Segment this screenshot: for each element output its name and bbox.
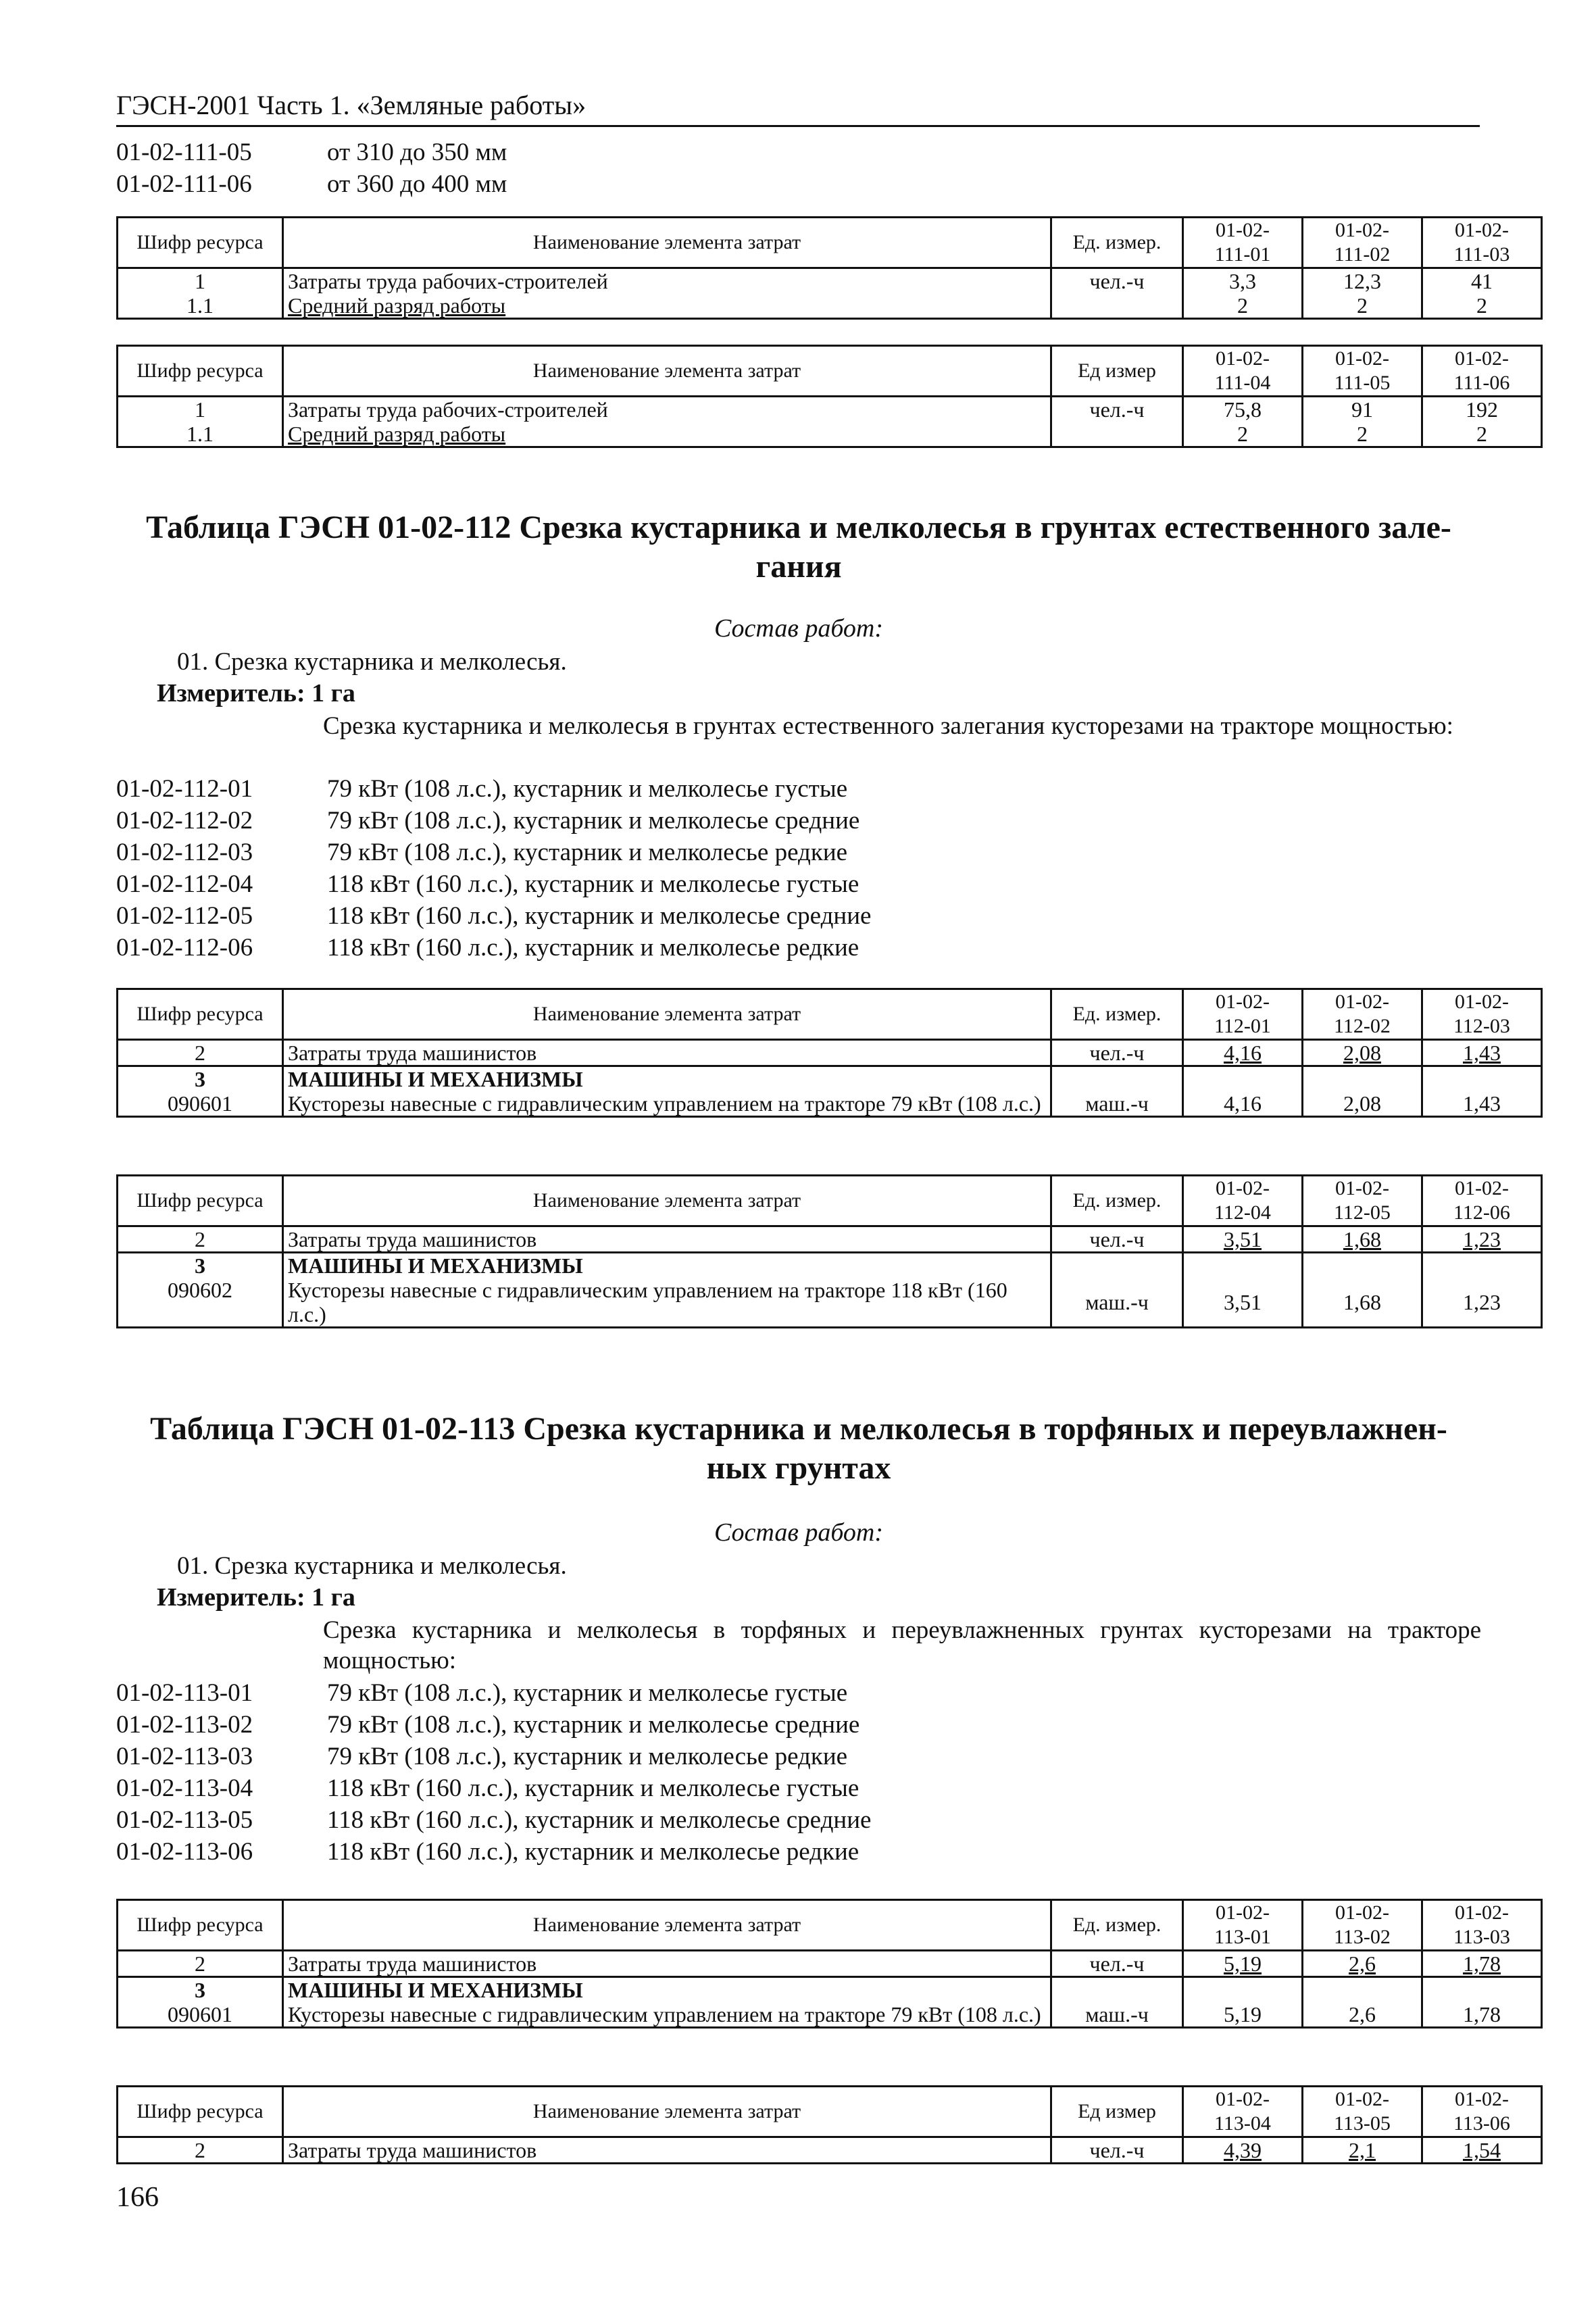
code-number: 01-02-111-06 [116,170,252,198]
table-header-row [118,218,1542,268]
code-number: 01-02-111-05 [116,139,252,166]
table-row: 1.1 Средний разряд работы 2 2 2 [118,422,1542,447]
page-number: 166 [116,2182,159,2213]
table-112-b [116,1174,1510,1328]
code-line [116,136,1481,168]
top-code-list [116,136,1481,200]
table-row: 090601 Кусторезы навесные с гидравлическим управлением на тракторе 79 кВт (108 л.с.) маш.-ч 5,19 2,6 1,78 [118,2002,1542,2028]
table-header-row: Шифр ресурса Наименование элемента затрат Ед измер 01-02- 113-04 01-02- 113-05 01-02- 113-06 [118,2087,1542,2137]
table-113-b [116,2085,1510,2164]
section-112-title [116,508,1481,587]
table-111-a [116,216,1510,320]
table-title-line: Таблица ГЭСН 01-02-113 Срезка кустарника и мелколесья в торфяных и переувлажнен- [150,1411,1447,1447]
table-row: 1 Затраты труда рабочих-строителей чел.-ч 75,8 91 192 [118,397,1542,422]
section-113-composition [116,1518,1481,1547]
table-header-row: Шифр ресурса Наименование элемента затрат Ед. измер. 01-02- 113-01 01-02- 113-02 01-02- 113-03 [118,1900,1542,1951]
running-header: ГЭСН-2001 Часть 1. «Земляные работы» [116,89,1480,127]
meter-value: 1 га [311,1583,355,1612]
meter-line [157,678,1522,708]
col-code-header: Шифр ресурса [118,346,283,397]
table-111-b [116,345,1510,448]
col-norm-header: 01-02- 111-04 [1183,346,1303,397]
table-header-row: Шифр ресурса Наименование элемента затрат Ед. измер. 01-02- 112-04 01-02- 112-05 01-02- 112-06 [118,1176,1542,1226]
col-name-header: Наименование элемента затрат [283,346,1051,397]
col-norm-header: 01-02- 111-02 [1303,218,1422,268]
intro-text: Срезка кустарника и мелколесья в торфяных и переувлажненных грунтах кусторезами на тракторе мощностью: [323,1616,1481,1674]
meter-value: 1 га [311,679,355,707]
work-item: 01. Срезка кустарника и мелколесья. [177,648,567,676]
table-row: 2 Затраты труда машинистов чел.-ч 4,39 2,1 1,54 [118,2137,1542,2164]
col-norm-header: 01-02- 111-06 [1422,346,1542,397]
table-title-line: ных грунтах [706,1450,891,1486]
table-row: 1.1 Средний разряд работы 2 2 2 [118,293,1542,319]
table-row: 2 Затраты труда машинистов чел.-ч 5,19 2,6 1,78 [118,1951,1542,1977]
section-112-composition [116,614,1481,643]
intro-text: Срезка кустарника и мелколесья в грунтах естественного залегания кусторезами на тракторе мощностью: [323,712,1453,740]
col-name-header: Наименование элемента затрат [283,218,1051,268]
table-row: 2 Затраты труда машинистов чел.-ч 3,51 1,68 1,23 [118,1226,1542,1253]
col-unit-header: Ед измер [1051,346,1183,397]
work-item: 01. Срезка кустарника и мелколесья. [177,1552,567,1580]
code-list-113: 01-02-113-01 79 кВт (108 л.с.), кустарник и мелколесье густые 01-02-113-02 79 кВт (108 л.с.), кустарник и мелколесье средние 01-02-113-03 79 кВт (108 л.с.), кустарник и мелколесье редкие 01-02-113-04 118 кВт (160 л.с.), кустарник и мелколесье густые 01-02-113-05 118 кВт (160 л.с.), кустарник и мелколесье средние 01-02-113-06 118 кВт (160 л.с.), кустарник и мелколесье редкие [116,1679,872,1866]
table-row: 090602 Кусторезы навесные с гидравлическим управлением на тракторе 118 кВт (160 л.с.) маш.-ч 3,51 1,68 1,23 [118,1278,1542,1328]
code-description: от 360 до 400 мм [327,170,507,198]
table-113-a [116,1899,1510,2028]
table-row: 3 МАШИНЫ И МЕХАНИЗМЫ [118,1066,1542,1092]
col-norm-header: 01-02- 111-03 [1422,218,1542,268]
table-112-a [116,988,1510,1118]
composition-heading: Состав работ: [714,614,884,643]
table-row: 1 Затраты труда рабочих-строителей чел.-ч 3,3 12,3 41 [118,268,1542,294]
code-description: от 310 до 350 мм [327,139,507,166]
table-row: 3 МАШИНЫ И МЕХАНИЗМЫ [118,1253,1542,1278]
col-unit-header: Ед. измер. [1051,218,1183,268]
meter-line [157,1583,1522,1612]
table-row: 2 Затраты труда машинистов чел.-ч 4,16 2,08 1,43 [118,1040,1542,1066]
table-header-row: Шифр ресурса Наименование элемента затрат Ед. измер. 01-02- 112-01 01-02- 112-02 01-02- 112-03 [118,989,1542,1040]
col-code-header: Шифр ресурса [118,218,283,268]
section-113-title [116,1410,1481,1488]
code-line [116,168,1481,200]
table-title-line: Таблица ГЭСН 01-02-112 Срезка кустарника и мелколесья в грунтах естественного зале- [146,509,1451,545]
table-title-line: гания [755,549,842,584]
code-list-112: 01-02-112-01 79 кВт (108 л.с.), кустарник и мелколесье густые 01-02-112-02 79 кВт (108 л.с.), кустарник и мелколесье средние 01-02-112-03 79 кВт (108 л.с.), кустарник и мелколесье редкие 01-02-112-04 118 кВт (160 л.с.), кустарник и мелколесье густые 01-02-112-05 118 кВт (160 л.с.), кустарник и мелколесье средние 01-02-112-06 118 кВт (160 л.с.), кустарник и мелколесье редкие [116,775,872,962]
col-norm-header: 01-02- 111-05 [1303,346,1422,397]
meter-label: Измеритель: [157,679,305,707]
composition-heading: Состав работ: [714,1518,884,1547]
col-norm-header: 01-02- 111-01 [1183,218,1303,268]
table-row: 3 МАШИНЫ И МЕХАНИЗМЫ [118,1977,1542,2003]
meter-label: Измеритель: [157,1583,305,1612]
table-row: 090601 Кусторезы навесные с гидравлическим управлением на тракторе 79 кВт (108 л.с.) маш.-ч 4,16 2,08 1,43 [118,1091,1542,1117]
table-header-row [118,346,1542,397]
